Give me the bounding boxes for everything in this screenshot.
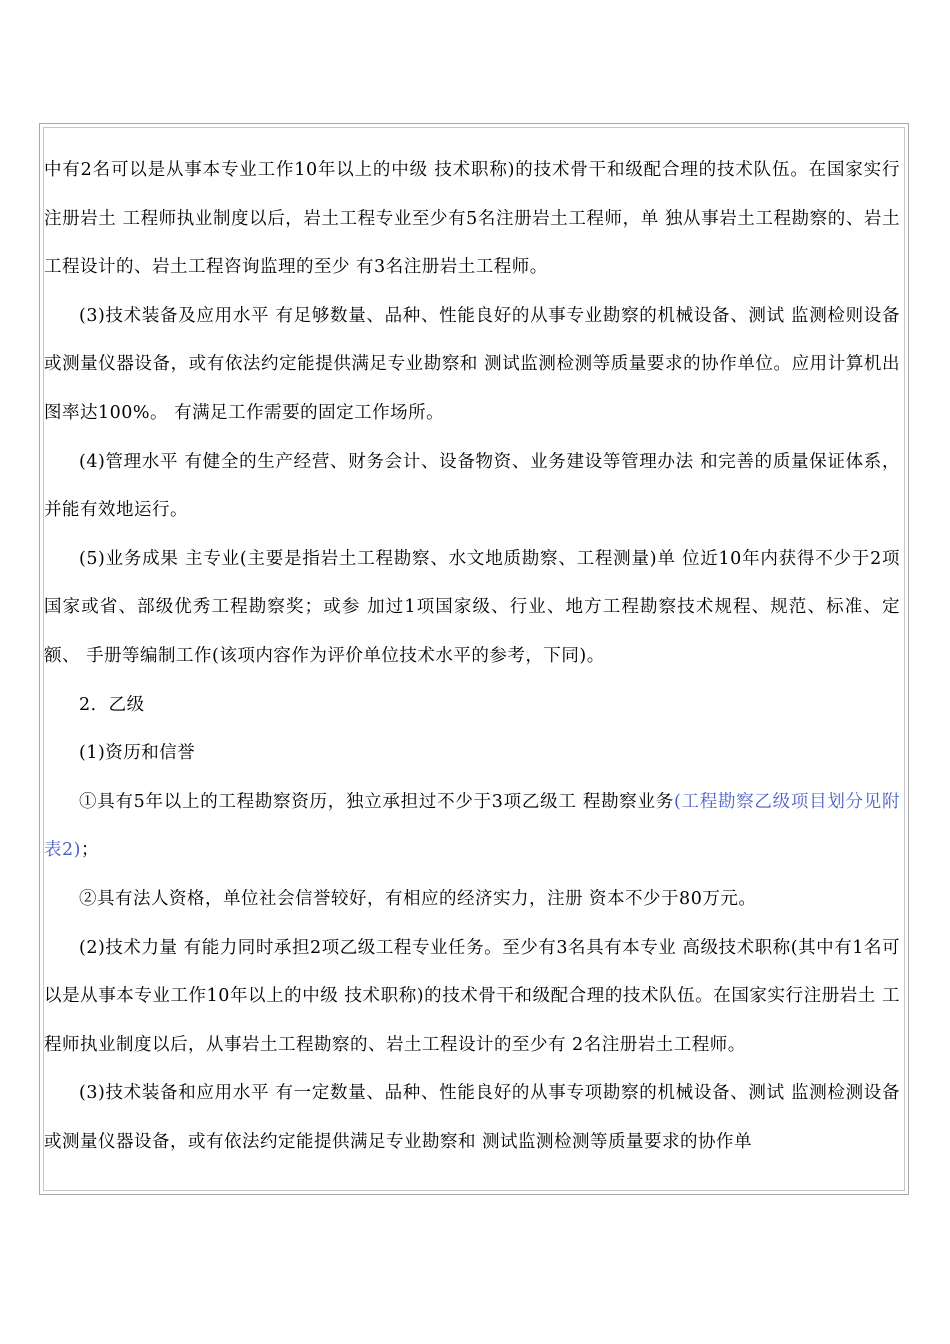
paragraph: (2)技术力量 有能力同时承担2项乙级工程专业任务。至少有3名具有本专业 高级技术职称(其中有1名可以是从事本专业工作10年以上的中级 技术职称)的技术骨干和级配合理的技术队伍。在国家实行注册岩土 工程师执业制度以后，从事岩土工程勘察的、岩土工程设计的至少有 2名注册岩土工程师。 (44, 937, 900, 1055)
document-frame-inner (43, 127, 905, 1191)
paragraph: ②具有法人资格，单位社会信誉较好，有相应的经济实力，注册 资本不少于80万元。 (79, 888, 757, 909)
paragraph-tail: ； (80, 840, 99, 861)
paragraph (44, 778, 904, 875)
document-body (44, 146, 904, 1166)
section-heading: 2．乙级 (79, 694, 145, 715)
reference-text: (工程勘察乙级项目划分见附表2) (44, 791, 900, 861)
paragraph: (5)业务成果 主专业(主要是指岩土工程勘察、水文地质勘察、工程测量)单 位近10年内获得不少于2项国家或省、部级优秀工程勘察奖；或参 加过1项国家级、行业、地方工程勘察技术规程、规范、标准、定额、 手册等编制工作(该项内容作为评价单位技术水平的参考，下同)。 (44, 548, 900, 666)
paragraph-text: ①具有5年以上的工程勘察资历，独立承担过不少于3项乙级工 程勘察业务 (79, 791, 674, 812)
paragraph: (3)技术装备和应用水平 有一定数量、品种、性能良好的从事专项勘察的机械设备、测试 监测检测设备或测量仪器设备，或有依法约定能提供满足专业勘察和 测试监测检测等质量要求的协作单 (44, 1083, 900, 1152)
paragraph: (3)技术装备及应用水平 有足够数量、品种、性能良好的从事专业勘察的机械设备、测试 监测检则设备或测量仪器设备，或有依法约定能提供满足专业勘察和 测试监测检测等质量要求的协作单位。应用计算机出图率达100%。 有满足工作需要的固定工作场所。 (44, 305, 900, 423)
paragraph: (4)管理水平 有健全的生产经营、财务会计、设备物资、业务建设等管理办法 和完善的质量保证体系，并能有效地运行。 (44, 451, 900, 521)
document-frame (39, 123, 909, 1195)
paragraph: 中有2名可以是从事本专业工作10年以上的中级 技术职称)的技术骨干和级配合理的技术队伍。在国家实行注册岩土 工程师执业制度以后，岩土工程专业至少有5名注册岩土工程师，单 独从事岩土工程勘察的、岩土工程设计的、岩土工程咨询监理的至少 有3名注册岩土工程师。 (44, 160, 900, 278)
subsection-heading: (1)资历和信誉 (79, 743, 196, 764)
